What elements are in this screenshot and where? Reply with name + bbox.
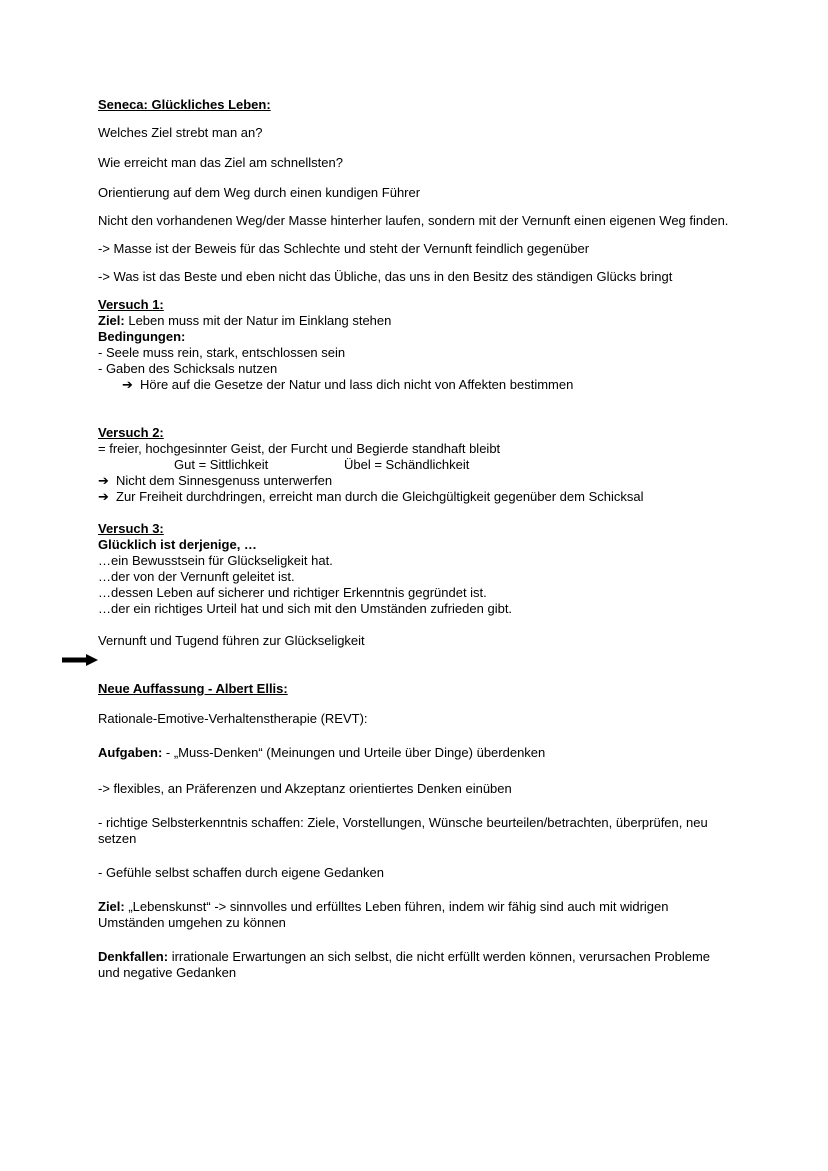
seneca-paragraph-1: Orientierung auf dem Weg durch einen kundigen Führer bbox=[98, 185, 421, 200]
versuch-2-line-3 bbox=[98, 489, 738, 505]
versuch-1-ziel-label: Ziel: bbox=[98, 313, 125, 328]
ellis-aufgaben-text: - „Muss-Denken“ (Meinungen und Urteile über Dinge) überdenken bbox=[162, 745, 546, 760]
versuch-3-head: Glücklich ist derjenige, … bbox=[98, 537, 257, 552]
ellis-aufgabe-4: - Gefühle selbst schaffen durch eigene Gedanken bbox=[98, 865, 384, 880]
seneca-paragraph-4: -> Was ist das Beste und eben nicht das Übliche, das uns in den Besitz des ständigen Glücks bringt bbox=[98, 269, 673, 284]
versuch-2-section bbox=[98, 425, 738, 505]
versuch-1-section bbox=[98, 297, 738, 393]
versuch-3-line-2: …der von der Vernunft geleitet ist. bbox=[98, 569, 295, 584]
ellis-title: Neue Auffassung - Albert Ellis: bbox=[98, 681, 288, 696]
versuch-2-gut: Gut = Sittlichkeit bbox=[174, 457, 269, 472]
versuch-3-title: Versuch 3: bbox=[98, 521, 164, 536]
seneca-title: Seneca: Glückliches Leben: bbox=[98, 97, 271, 112]
versuch-2-line-1: = freier, hochgesinnter Geist, der Furcht und Begierde standhaft bleibt bbox=[98, 441, 501, 456]
ellis-aufgabe-3: - richtige Selbsterkenntnis schaffen: Ziele, Vorstellungen, Wünsche beurteilen/betrachten, überprüfen, neu setzen bbox=[98, 815, 708, 846]
versuch-3-conclusion: Vernunft und Tugend führen zur Glückseligkeit bbox=[98, 633, 365, 648]
versuch-1-condition-1: - Seele muss rein, stark, entschlossen sein bbox=[98, 345, 346, 360]
ellis-denkfallen bbox=[98, 949, 728, 981]
ellis-ziel-text: „Lebenskunst“ -> sinnvolles und erfülltes Leben führen, indem wir fähig sind auch mit widrigen Umständen umgehen zu können bbox=[98, 899, 669, 930]
document-body bbox=[98, 97, 738, 981]
versuch-2-line-3-text: Zur Freiheit durchdringen, erreicht man durch die Gleichgültigkeit gegenüber dem Schicksal bbox=[116, 489, 644, 504]
versuch-1-condition-2: - Gaben des Schicksals nutzen bbox=[98, 361, 278, 376]
ellis-ziel bbox=[98, 899, 728, 931]
versuch-1-ziel bbox=[98, 313, 738, 329]
right-arrow-icon: ➔ bbox=[98, 489, 109, 504]
ellis-denkfallen-text: irrationale Erwartungen an sich selbst, die nicht erfüllt werden können, verursachen Probleme und negative Gedanken bbox=[98, 949, 711, 980]
versuch-1-title: Versuch 1: bbox=[98, 297, 164, 312]
versuch-3-line-4: …der ein richtiges Urteil hat und sich mit den Umständen zufrieden gibt. bbox=[98, 601, 513, 616]
versuch-2-uebel: Übel = Schändlichkeit bbox=[344, 457, 470, 472]
seneca-question-1: Welches Ziel strebt man an? bbox=[98, 125, 263, 140]
versuch-3-line-1: …ein Bewusstsein für Glückseligkeit hat. bbox=[98, 553, 333, 568]
versuch-1-conclusion-text: Höre auf die Gesetze der Natur und lass dich nicht von Affekten bestimmen bbox=[140, 377, 574, 392]
seneca-question-2: Wie erreicht man das Ziel am schnellsten? bbox=[98, 155, 343, 170]
versuch-2-gut-uebel-row bbox=[98, 457, 738, 473]
versuch-1-ziel-text: Leben muss mit der Natur im Einklang stehen bbox=[124, 313, 392, 328]
ellis-ziel-label: Ziel: bbox=[98, 899, 125, 914]
ellis-denkfallen-label: Denkfallen: bbox=[98, 949, 169, 964]
ellis-aufgaben bbox=[98, 745, 738, 761]
right-arrow-icon: ➔ bbox=[122, 377, 133, 392]
versuch-1-bedingungen-label: Bedingungen: bbox=[98, 329, 186, 344]
seneca-paragraph-2: Nicht den vorhandenen Weg/der Masse hinterher laufen, sondern mit der Vernunft einen eigenen Weg finden. bbox=[98, 213, 729, 228]
seneca-paragraph-3: -> Masse ist der Beweis für das Schlechte und steht der Vernunft feindlich gegenüber bbox=[98, 241, 590, 256]
ellis-revt: Rationale-Emotive-Verhaltenstherapie (REVT): bbox=[98, 711, 368, 726]
bold-right-arrow-icon bbox=[62, 654, 98, 666]
versuch-2-line-2 bbox=[98, 473, 738, 489]
versuch-3-section bbox=[98, 521, 738, 617]
ellis-aufgabe-2: -> flexibles, an Präferenzen und Akzeptanz orientiertes Denken einüben bbox=[98, 781, 512, 796]
versuch-1-conclusion bbox=[98, 377, 738, 393]
versuch-2-line-2-text: Nicht dem Sinnesgenuss unterwerfen bbox=[116, 473, 333, 488]
ellis-aufgaben-label: Aufgaben: bbox=[98, 745, 163, 760]
versuch-3-line-3: …dessen Leben auf sicherer und richtiger Erkenntnis gegründet ist. bbox=[98, 585, 487, 600]
right-arrow-icon: ➔ bbox=[98, 473, 109, 488]
versuch-2-title: Versuch 2: bbox=[98, 425, 164, 440]
